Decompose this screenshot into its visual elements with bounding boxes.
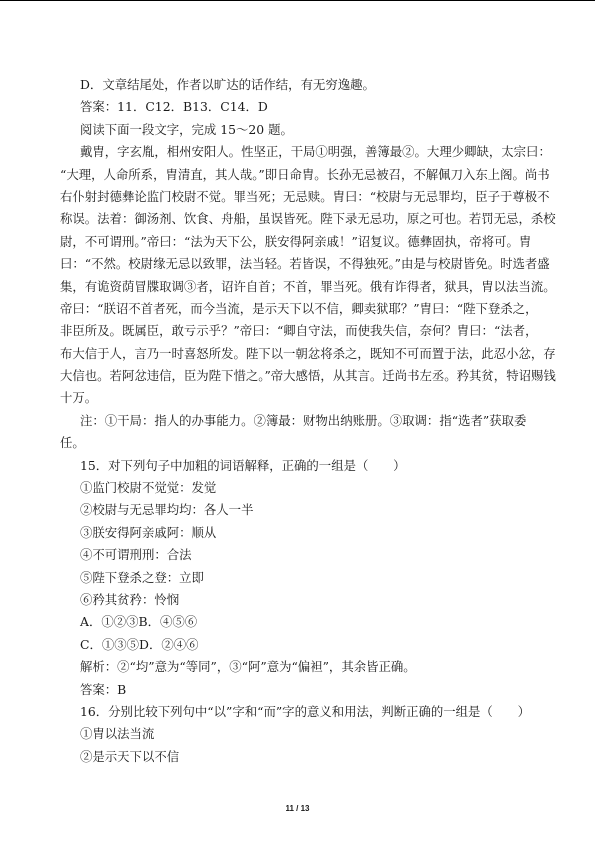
text-line: ①胄以法当流: [80, 726, 155, 742]
text-line: ③朕安得阿亲戚阿：顺从: [80, 524, 217, 540]
text-line: 大信也。若阿忿违信，臣为陛下惜之。”帝大感悟，从其言。迁尚书左丞。矜其贫，特诏赐钱: [60, 368, 556, 384]
text-line: 称误。法着：御汤剂、饮食、舟船，虽误皆死。陛下录无忌功，原之可也。若罚无忌，杀校: [60, 211, 556, 227]
text-line: D．文章结尾处，作者以旷达的话作结，有无穷逸趣。: [80, 77, 375, 92]
document-body: [60, 74, 556, 768]
text-line: A．①②③B．④⑤⑥: [80, 614, 198, 630]
text-line: 注：①干局：指人的办事能力。②簿最：财物出纳账册。③取调：指“选者”获取委: [80, 412, 527, 428]
text-line: 戴胄，字玄胤，相州安阳人。性坚正，干局①明强，善簿最②。大理少卿缺，太宗曰：: [80, 144, 551, 160]
text-line: 帝曰：“朕诏不首者死，而今当流，是示天下以不信，卿卖狱耶？”胄曰：“陛下登杀之，: [60, 300, 538, 316]
text-line: C．①③⑤D．②④⑥: [80, 636, 199, 652]
text-line: 布大信于人，言乃一时喜怒所发。陛下以一朝忿将杀之，既知不可而置于法，此忍小忿，存: [60, 345, 556, 361]
text-line: 十万。: [60, 390, 98, 406]
text-line: ⑥矜其贫矜：怜悯: [80, 591, 180, 607]
text-line: 任。: [60, 435, 85, 451]
text-line: ②校尉与无忌罪均均：各人一半: [80, 502, 254, 518]
text-line: ⑤陛下登杀之登：立即: [80, 569, 204, 585]
text-line: ②是示天下以不信: [80, 748, 180, 764]
text-line: 右仆射封德彝论监门校尉不觉。罪当死；无忌赎。胄曰：“校尉与无忌罪均，臣子于尊极不: [60, 188, 550, 204]
text-line: 曰：“不然。校尉缘无忌以致罪，法当轻。若皆误，不得独死。”由是与校尉皆免。时选者盛: [60, 256, 550, 272]
text-line: 阅读下面一段文字，完成 15～20 题。: [80, 121, 293, 137]
text-line: 解析：②“均”意为“等同”，③“阿”意为“偏袒”，其余皆正确。: [80, 659, 416, 675]
text-line: 尉，不可谓刑。”帝曰：“法为天下公，朕安得阿亲戚！”诏复议。德彝固执，帝将可。胄: [60, 233, 532, 249]
text-line: 15．对下列句子中加粗的词语解释，正确的一组是（ ）: [80, 457, 406, 473]
text-line: 集，有诡资荫冒牒取调③者，诏许自首；不首，罪当死。俄有诈得者，狱具，胄以法当流。: [60, 278, 556, 294]
text-line: ①监门校尉不觉觉：发觉: [80, 480, 217, 496]
top-rule: [0, 0, 595, 1]
text-line: 答案：B: [80, 681, 127, 697]
page-number: 11 / 13: [285, 804, 310, 813]
text-line: “大理，人命所系，胄清直，其人哉。”即日命胄。长孙无忌被召，不解佩刀入东上阁。尚书: [60, 166, 550, 182]
text-line: 非臣所及。既属臣，敢亏示乎？”帝曰：“卿自守法，而使我失信，奈何？胄曰：“法者，: [60, 323, 538, 339]
text-line: ④不可谓刑刑：合法: [80, 547, 192, 563]
text-line: 答案：11．C12．B13．C14．D: [80, 99, 268, 115]
text-line: 16．分别比较下列句中“以”字和“而”字的意义和用法，判断正确的一组是（ ）: [80, 703, 530, 719]
